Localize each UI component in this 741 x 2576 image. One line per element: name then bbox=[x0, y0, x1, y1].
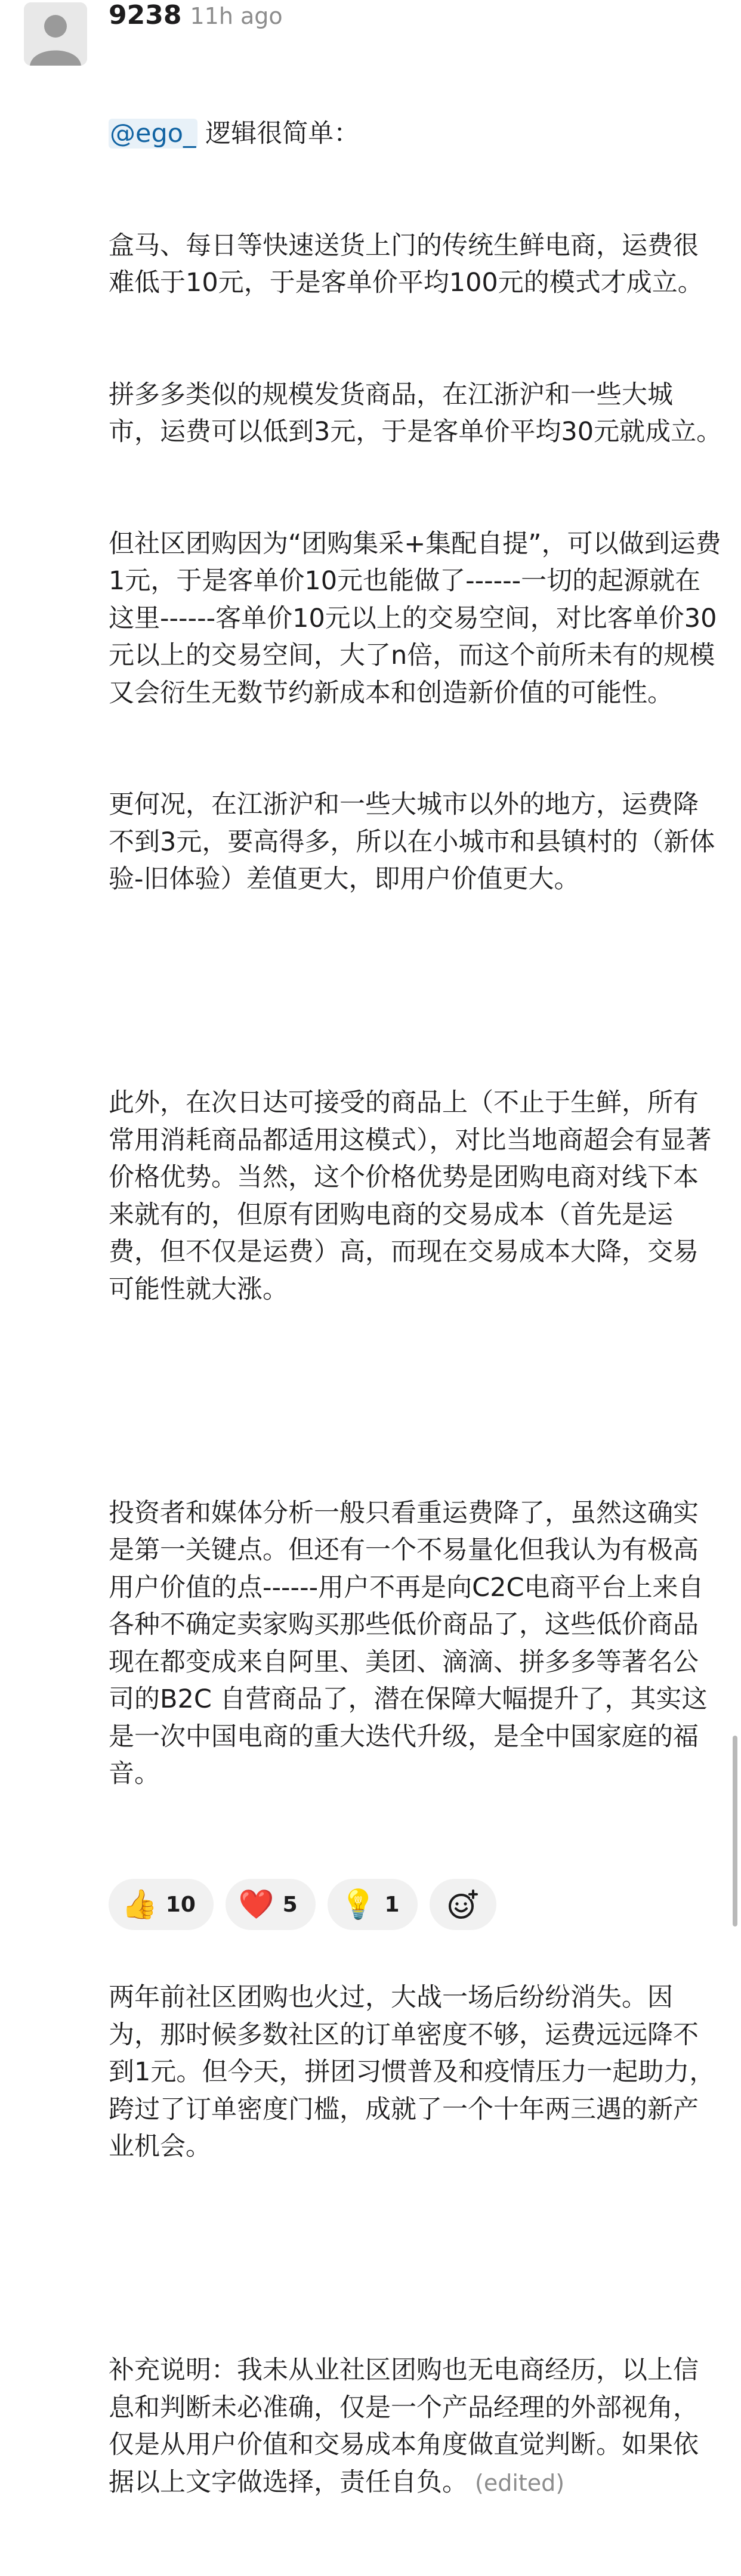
reaction-bar bbox=[109, 1879, 496, 1930]
avatar[interactable] bbox=[24, 2, 87, 66]
message-paragraph: 盒马、每日等快速送货上门的传统生鲜电商，运费很难低于10元，于是客单价平均100元的模式才成立。 bbox=[109, 230, 703, 298]
thumbs-up-icon: 👍 bbox=[122, 1888, 158, 1921]
reaction-count: 1 bbox=[384, 1892, 400, 1917]
message-timestamp[interactable]: 11h ago bbox=[190, 3, 283, 29]
add-emoji-icon bbox=[447, 1888, 479, 1921]
message-paragraph: 更何况，在江浙沪和一些大城市以外的地方，运费降不到3元，要高得多，所以在小城市和县镇村的（新体验-旧体验）差值更大，即用户价值更大。 bbox=[109, 790, 715, 894]
scrollbar-thumb[interactable] bbox=[733, 1736, 737, 1926]
message-paragraph: 两年前社区团购也火过，大战一场后纷纷消失。因为，那时候多数社区的订单密度不够，运费远远降不到1元。但今天，拼团习惯普及和疫情压力一起助力，跨过了订单密度门槛，成就了一个十年两三遇的新产业机会。 bbox=[109, 1983, 715, 2161]
edited-label: (edited) bbox=[475, 2469, 565, 2496]
lightbulb-icon: 💡 bbox=[340, 1888, 376, 1921]
add-reaction-button[interactable] bbox=[430, 1879, 496, 1930]
reaction-thumbs-up[interactable] bbox=[109, 1879, 214, 1930]
message-body bbox=[109, 41, 723, 2576]
reaction-lightbulb[interactable] bbox=[328, 1879, 418, 1930]
message-text: 逻辑很简单： bbox=[197, 119, 360, 149]
user-mention[interactable]: @ego_ bbox=[110, 119, 196, 149]
paragraph-gap bbox=[109, 2240, 723, 2278]
message-paragraph: 但社区团购因为“团购集采+集配自提”，可以做到运费1元，于是客单价10元也能做了------一切的起源就在这里------客单价10元以上的交易空间，对比客单价30元以上的交易空间，大了n倍，而这个前所未有的规模又会衍生无数节约新成本和创造新价值的可能性。 bbox=[109, 528, 721, 708]
heart-icon: ❤️ bbox=[238, 1888, 274, 1921]
message-last-paragraph bbox=[109, 2352, 723, 2501]
message-paragraph: 补充说明：我未从业社区团购也无电商经历，以上信息和判断未必准确，仅是一个产品经理的外部视角，仅是从用户价值和交易成本角度做直觉判断。如果依据以上文字做选择，责任自负。 bbox=[109, 2355, 699, 2497]
paragraph-gap bbox=[109, 973, 723, 1010]
author-name[interactable]: 9238 bbox=[109, 0, 182, 30]
message-first-line bbox=[109, 115, 723, 153]
message-header bbox=[109, 0, 283, 36]
paragraph-gap bbox=[109, 1383, 723, 1420]
reaction-count: 10 bbox=[165, 1892, 196, 1917]
message-paragraph: 拼多多类似的规模发货商品，在江浙沪和一些大城市，运费可以低到3元，于是客单价平均30元就成立。 bbox=[109, 379, 723, 447]
message-paragraph: 此外，在次日达可接受的商品上（不止于生鲜，所有常用消耗商品都适用这模式），对比当地商超会有显著价格优势。当然，这个价格优势是团购电商对线下本来就有的，但原有团购电商的交易成本（首先是运费，但不仅是运费）高，而现在交易成本大降，交易可能性就大涨。 bbox=[109, 1088, 712, 1304]
reaction-count: 5 bbox=[282, 1892, 298, 1917]
reaction-heart[interactable] bbox=[226, 1879, 316, 1930]
default-user-icon bbox=[24, 2, 87, 66]
message-paragraph: 投资者和媒体分析一般只看重运费降了，虽然这确实是第一关键点。但还有一个不易量化但我认为有极高用户价值的点------用户不再是向C2C电商平台上来自各种不确定卖家购买那些低价商品了，这些低价商品现在都变成来自阿里、美团、滴滴、拼多多等著名公司的B2C 自营商品了，潜在保障大幅提升了，其实这是一次中国电商的重大迭代升级，是全中国家庭的福音。 bbox=[109, 1498, 708, 1789]
